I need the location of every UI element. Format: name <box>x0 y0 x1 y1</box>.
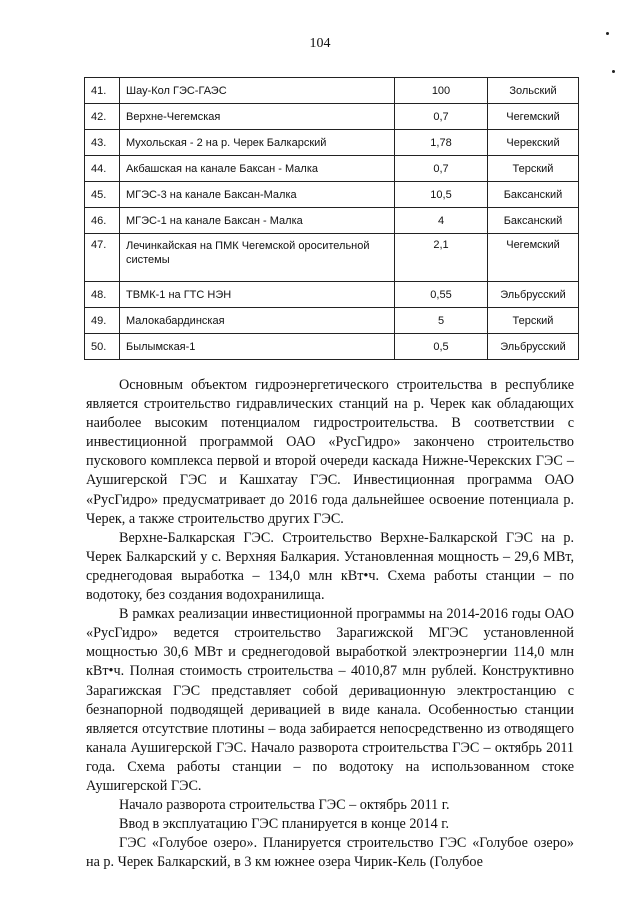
table-row <box>85 156 579 182</box>
paragraph: Ввод в эксплуатацию ГЭС планируется в конце 2014 г. <box>119 816 450 833</box>
table-row <box>85 78 579 104</box>
station-district: Баксанский <box>488 208 579 234</box>
paragraph: ГЭС «Голубое озеро». Планируется строительство ГЭС «Голубое озеро» на р. Черек Балкарский, в 3 км южнее озера Чирик-Кель (Голубое <box>86 835 574 871</box>
station-power: 0,55 <box>395 282 488 308</box>
hydropower-table <box>84 77 579 360</box>
station-power: 1,78 <box>395 130 488 156</box>
paragraph: Начало разворота строительства ГЭС – октябрь 2011 г. <box>119 797 450 814</box>
row-number: 45. <box>85 182 120 208</box>
station-name: Акбашская на канале Баксан - Малка <box>120 156 395 182</box>
table-row <box>85 308 579 334</box>
paragraph: В рамках реализации инвестиционной программы на 2014-2016 годы ОАО «РусГидро» ведется строительство Зарагижской МГЭС установленной мощностью 30,6 МВт и среднегодовой выработкой электроэнергии 114,0 млн кВт•ч. Полная стоимость строительства – 4010,87 млн рублей. Конструктивно Зарагижская ГЭС представляет собой деривационную электростанцию с безнапорной подводящей деривацией в виде канала. Особенностью станции является отсутствие плотины – вода забирается непосредственно из отводящего канала Аушигерской ГЭС. Начало разворота строительства ГЭС – октябрь 2011 года. Схема работы станции – по водотоку на использованном стоке Аушигерской ГЭС. <box>86 606 574 794</box>
station-district: Черекский <box>488 130 579 156</box>
station-district: Чегемский <box>488 104 579 130</box>
paragraph: Верхне-Балкарская ГЭС. Строительство Верхне-Балкарской ГЭС на р. Черек Балкарский у с. Верхняя Балкария. Установленная мощность – 29,6 МВт, среднегодовая выработка – 134,0 млн кВт•ч. Схема работы станции – по водотоку, без создания водохранилища. <box>86 529 574 604</box>
row-number: 42. <box>85 104 120 130</box>
station-power: 0,7 <box>395 104 488 130</box>
station-power: 100 <box>395 78 488 104</box>
station-name: Мухольская - 2 на р. Черек Балкарский <box>120 130 395 156</box>
table-row <box>85 104 579 130</box>
station-name: МГЭС-1 на канале Баксан - Малка <box>120 208 395 234</box>
table-row <box>85 282 579 308</box>
row-number: 46. <box>85 208 120 234</box>
paragraph: Основным объектом гидроэнергетического строительства в республике является строительство гидравлических станций на р. Черек как обладающих наиболее высоким потенциалом гидростроительства. В соответствии с инвестиционной программой ОАО «РусГидро» закончено строительство пускового комплекса первой и второй очереди каскада Нижне-Черекских ГЭС – Аушигерской ГЭС и Кашхатау ГЭС. Инвестиционная программа ОАО «РусГидро» предусматривает до 2016 года дальнейшее освоение потенциала р. Черек, а также строительство других ГЭС. <box>86 377 574 527</box>
row-number: 49. <box>85 308 120 334</box>
station-district: Терский <box>488 308 579 334</box>
table-row <box>85 130 579 156</box>
station-district: Зольский <box>488 78 579 104</box>
row-number: 43. <box>85 130 120 156</box>
station-name: Верхне-Чегемская <box>120 104 395 130</box>
body-text <box>86 376 574 872</box>
station-name: Былымская-1 <box>120 334 395 360</box>
station-power: 5 <box>395 308 488 334</box>
table-row <box>85 208 579 234</box>
table-row <box>85 182 579 208</box>
page-number: 104 <box>309 36 331 51</box>
table-row <box>85 334 579 360</box>
station-power: 0,7 <box>395 156 488 182</box>
station-district: Эльбрусский <box>488 334 579 360</box>
station-name: Шау-Кол ГЭС-ГАЭС <box>120 78 395 104</box>
station-name: ТВМК-1 на ГТС НЭН <box>120 282 395 308</box>
station-power: 0,5 <box>395 334 488 360</box>
station-power: 4 <box>395 208 488 234</box>
station-power: 2,1 <box>395 234 488 282</box>
scan-speck <box>606 32 609 35</box>
row-number: 50. <box>85 334 120 360</box>
row-number: 48. <box>85 282 120 308</box>
station-power: 10,5 <box>395 182 488 208</box>
table-row <box>85 234 579 282</box>
station-district: Баксанский <box>488 182 579 208</box>
station-name: МГЭС-3 на канале Баксан-Малка <box>120 182 395 208</box>
station-district: Терский <box>488 156 579 182</box>
station-name: Лечинкайская на ПМК Чегемской оросительной системы <box>120 234 395 282</box>
station-name: Малокабардинская <box>120 308 395 334</box>
row-number: 41. <box>85 78 120 104</box>
row-number: 44. <box>85 156 120 182</box>
station-district: Чегемский <box>488 234 579 282</box>
station-district: Эльбрусский <box>488 282 579 308</box>
scan-speck <box>612 70 615 73</box>
row-number: 47. <box>85 234 120 282</box>
